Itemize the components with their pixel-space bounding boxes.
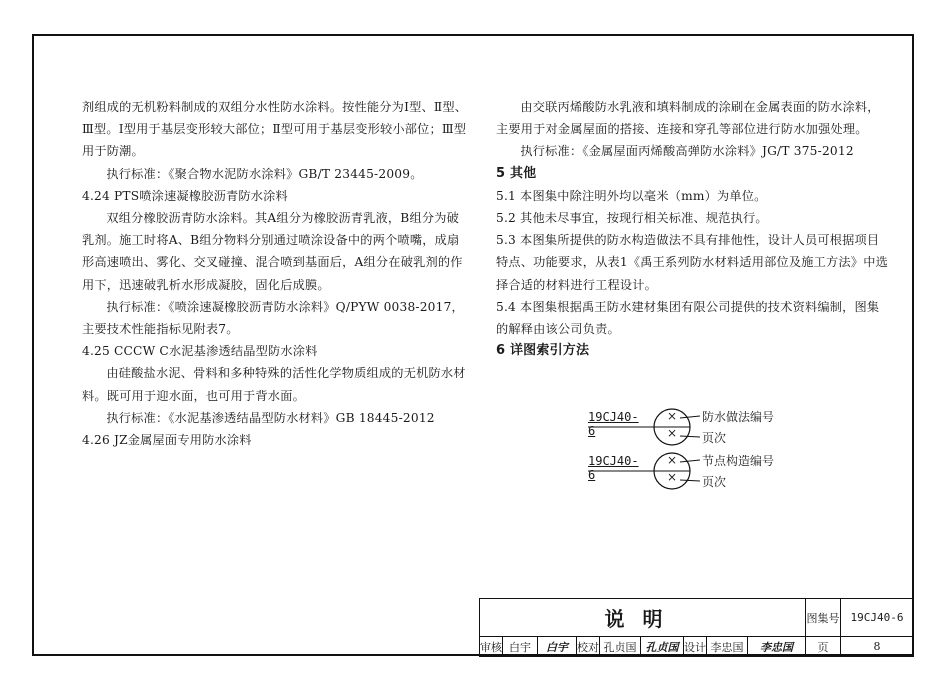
paragraph: 执行标准：《喷涂速凝橡胶沥青防水涂料》Q/PYW 0038-2017，主要技术性能指标见附表7。 (82, 299, 464, 337)
title-block (479, 598, 914, 657)
paragraph: 执行标准：《聚合物水泥防水涂料》GB/T 23445-2009。 (106, 166, 423, 181)
paragraph: 5.1 本图集中除注明外均以毫米（mm）为单位。 (496, 188, 767, 203)
section-heading: 6 详图索引方法 (496, 343, 590, 359)
review-signature: 白宇 (538, 637, 577, 657)
lower-mark: × (667, 426, 678, 440)
atlas-label: 图集号 (806, 599, 841, 637)
upper-label: 节点构造编号 (702, 454, 775, 468)
index-atlas-code: 19CJ40-6 (588, 410, 639, 438)
paragraph: 5.3 本图集所提供的防水构造做法不具有排他性，设计人员可根据项目特点、功能要求，从表1《禹王系列防水材料适用部位及施工方法》中选择合适的材料进行工程设计。 (496, 233, 888, 292)
right-column (496, 96, 888, 362)
paragraph: 双组分橡胶沥青防水涂料。其A组分为橡胶沥青乳液，B组分为破乳剂。施工时将A、B组分物料分别通过喷涂设备中的两个喷嘴，成扇形高速喷出、雾化、交叉碰撞、混合喷到基面后，A组分在破乳剂的作用下，迅速破乳析水形成凝胶，固化后成膜。 (82, 211, 463, 292)
review-label: 审核 (480, 637, 503, 657)
check-signature: 孔贞国 (641, 637, 684, 657)
design-name: 李忠国 (707, 637, 748, 657)
paragraph: 执行标准：《金属屋面丙烯酸高弹防水涂料》JG/T 375-2012 (520, 144, 854, 159)
paragraph: 由交联丙烯酸防水乳液和填料制成的涂刷在金属表面的防水涂料，主要用于对金属屋面的搭接、连接和穿孔等部位进行防水加强处理。 (496, 100, 880, 137)
index-atlas-code: 19CJ40-6 (588, 454, 639, 482)
upper-mark: × (667, 453, 678, 467)
review-name: 白宇 (503, 637, 538, 657)
check-name: 孔贞国 (600, 637, 641, 657)
check-label: 校对 (577, 637, 600, 657)
section-heading: 5 其他 (496, 165, 537, 181)
section-heading: 4.26 JZ金属屋面专用防水涂料 (82, 433, 252, 448)
left-column (82, 96, 470, 451)
paragraph: 5.2 其他未尽事宜，按现行相关标准、规范执行。 (496, 211, 768, 226)
page-label: 页 (806, 637, 841, 657)
atlas-number: 19CJ40-6 (841, 599, 914, 637)
paragraph: 5.4 本图集根据禹王防水建材集团有限公司提供的技术资料编制，图集的解释由该公司负责。 (496, 299, 880, 337)
lower-label: 页次 (702, 431, 727, 445)
paragraph: 执行标准：《水泥基渗透结晶型防水材料》GB 18445-2012 (106, 410, 435, 425)
design-signature: 李忠国 (748, 637, 806, 657)
design-label: 设计 (684, 637, 707, 657)
sheet-title: 说明 (480, 599, 806, 637)
page-number: 8 (841, 637, 914, 657)
section-heading: 4.25 CCCW C水泥基渗透结晶型防水涂料 (82, 344, 318, 359)
paragraph: 剂组成的无机粉料制成的双组分水性防水涂料。按性能分为Ⅰ型、Ⅱ型、Ⅲ型。Ⅰ型用于基层变形较大部位；Ⅱ型可用于基层变形较小部位；Ⅲ型用于防潮。 (82, 100, 468, 159)
section-heading: 4.24 PTS喷涂速凝橡胶沥青防水涂料 (82, 188, 288, 203)
lower-label: 页次 (702, 475, 727, 489)
upper-label: 防水做法编号 (702, 410, 775, 424)
lower-mark: × (667, 470, 678, 484)
paragraph: 由硅酸盐水泥、骨料和多种特殊的活性化学物质组成的无机防水材料。既可用于迎水面，也可用于背水面。 (82, 366, 466, 403)
upper-mark: × (667, 409, 678, 423)
